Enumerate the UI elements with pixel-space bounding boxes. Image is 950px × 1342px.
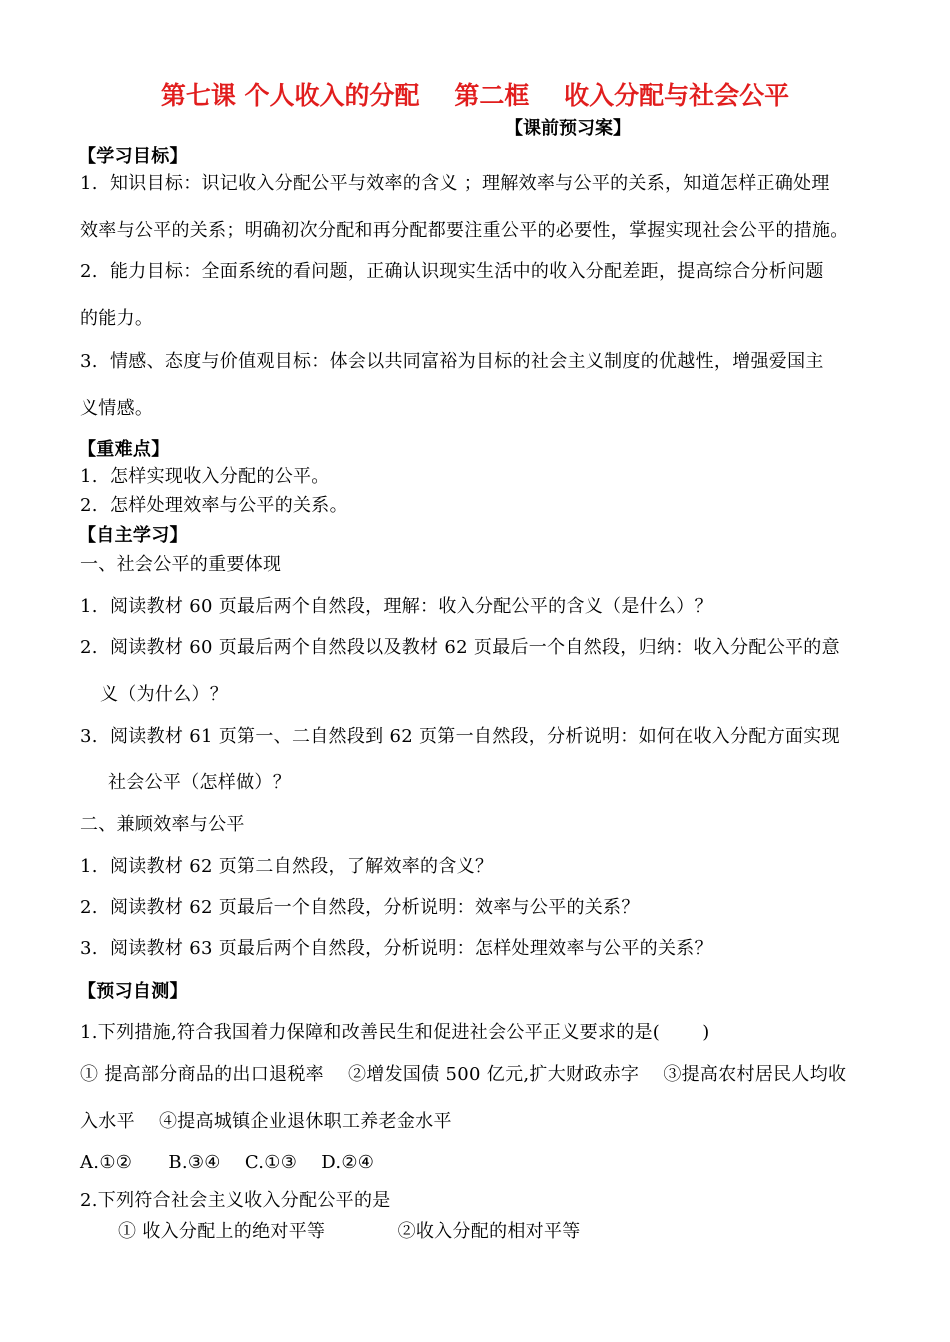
section1-item-1 bbox=[80, 595, 713, 619]
goal-num: 1. bbox=[80, 173, 98, 194]
page-title: 第七课 个人收入的分配 第二框 收入分配与社会公平 bbox=[160, 81, 790, 110]
key-point-2 bbox=[80, 494, 348, 518]
goal-num: 2. bbox=[80, 261, 98, 282]
goal-text: 情感、态度与价值观目标：体会以共同富裕为目标的社会主义制度的优越性，增强爱国主 bbox=[110, 351, 824, 372]
goal-item-2 bbox=[80, 260, 824, 284]
goal-num: 3. bbox=[80, 351, 98, 372]
section2-item-2 bbox=[80, 896, 640, 920]
goals-heading: 【学习目标】 bbox=[78, 146, 188, 167]
goal-item-2-cont: 的能力。 bbox=[80, 308, 154, 329]
section1-item-2-cont: 义（为什么）？ bbox=[100, 684, 229, 705]
item-num: 2. bbox=[80, 897, 98, 918]
key-point-text: 怎样实现收入分配的公平。 bbox=[110, 466, 330, 487]
q1-choices: A.①② B.③④ C.①③ D.②④ bbox=[80, 1152, 375, 1173]
item-text: 阅读教材 62 页第二自然段，了解效率的含义？ bbox=[110, 856, 494, 877]
goal-text: 知识目标：识记收入分配公平与效率的含义 ；理解效率与公平的关系，知道怎样正确处理 bbox=[110, 173, 830, 194]
item-num: 3. bbox=[80, 726, 98, 747]
key-point-num: 1. bbox=[80, 466, 98, 487]
item-text: 阅读教材 62 页最后一个自然段，分析说明：效率与公平的关系？ bbox=[110, 897, 640, 918]
section2-heading: 二、兼顾效率与公平 bbox=[80, 814, 245, 835]
section1-item-3-cont: 社会公平（怎样做）？ bbox=[108, 772, 291, 793]
item-text: 阅读教材 60 页最后两个自然段以及教材 62 页最后一个自然段，归纳：收入分配公平的意 bbox=[110, 637, 840, 658]
key-point-1 bbox=[80, 465, 330, 489]
q1-options-line2: 入水平 ④提高城镇企业退休职工养老金水平 bbox=[80, 1111, 452, 1132]
key-point-text: 怎样处理效率与公平的关系。 bbox=[110, 495, 348, 516]
section1-item-2 bbox=[80, 636, 840, 660]
q2-stem: 2.下列符合社会主义收入分配公平的是 bbox=[80, 1190, 391, 1211]
key-point-num: 2. bbox=[80, 495, 98, 516]
section1-item-3 bbox=[80, 725, 840, 749]
section1-heading: 一、社会公平的重要体现 bbox=[80, 554, 282, 575]
item-text: 阅读教材 60 页最后两个自然段，理解：收入分配公平的含义（是什么）？ bbox=[110, 596, 713, 617]
section2-item-1 bbox=[80, 855, 493, 879]
item-text: 阅读教材 61 页第一、二自然段到 62 页第一自然段，分析说明：如何在收入分配方面实现 bbox=[110, 726, 840, 747]
goal-item-1 bbox=[80, 172, 830, 196]
goal-item-3-cont: 义情感。 bbox=[80, 398, 154, 419]
page-subtitle: 【课前预习案】 bbox=[505, 118, 631, 139]
self-test-heading: 【预习自测】 bbox=[78, 981, 188, 1002]
item-num: 3. bbox=[80, 938, 98, 959]
section2-item-3 bbox=[80, 937, 713, 961]
q1-stem: 1.下列措施,符合我国着力保障和改善民生和促进社会公平正义要求的是( ) bbox=[80, 1022, 710, 1043]
item-num: 1. bbox=[80, 596, 98, 617]
item-num: 1. bbox=[80, 856, 98, 877]
q1-options-line1: ① 提高部分商品的出口退税率 ②增发国债 500 亿元,扩大财政赤字 ③提高农村居民人均收 bbox=[80, 1064, 847, 1085]
item-num: 2. bbox=[80, 637, 98, 658]
goal-item-1-cont: 效率与公平的关系；明确初次分配和再分配都要注重公平的必要性，掌握实现社会公平的措施。 bbox=[80, 220, 849, 241]
goal-item-3 bbox=[80, 350, 824, 374]
goal-text: 能力目标：全面系统的看问题，正确认识现实生活中的收入分配差距，提高综合分析问题 bbox=[110, 261, 824, 282]
key-points-heading: 【重难点】 bbox=[78, 439, 170, 460]
item-text: 阅读教材 63 页最后两个自然段，分析说明：怎样处理效率与公平的关系？ bbox=[110, 938, 713, 959]
self-study-heading: 【自主学习】 bbox=[78, 525, 188, 546]
q2-options-line1: ① 收入分配上的绝对平等 ②收入分配的相对平等 bbox=[118, 1221, 581, 1242]
